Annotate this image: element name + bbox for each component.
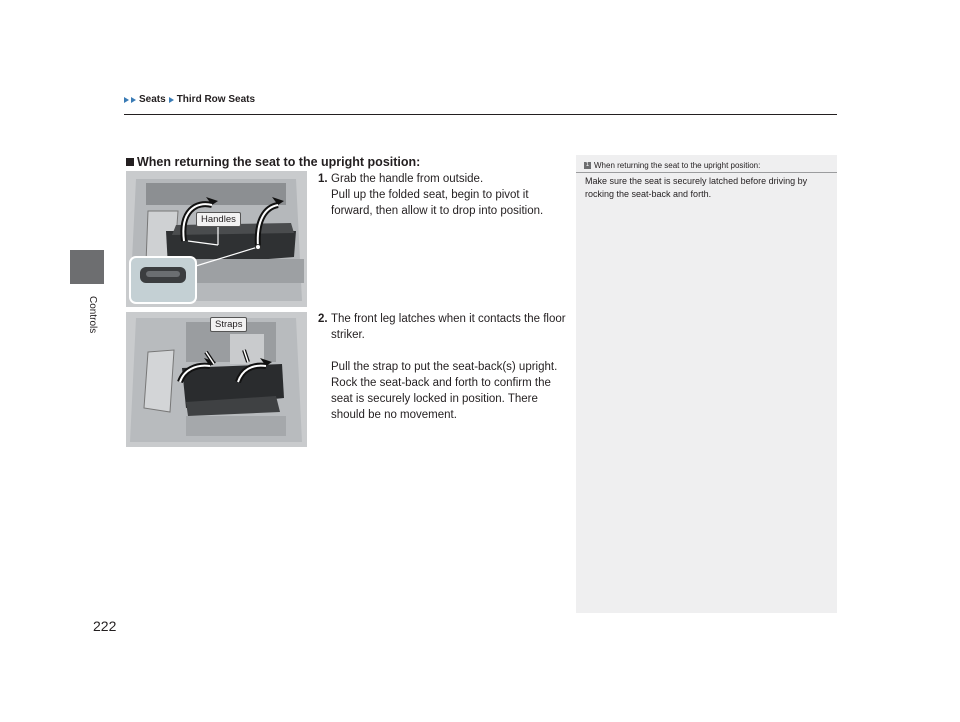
- note-box: [576, 155, 837, 613]
- triangle-icon: [124, 97, 129, 103]
- section-tab: [70, 250, 104, 284]
- square-bullet-icon: [126, 158, 134, 166]
- cargo-handles-illustration: [126, 171, 307, 307]
- note-text: Make sure the seat is securely latched before driving by rocking the seat-back and forth.: [585, 176, 808, 199]
- page-number: 222: [93, 618, 117, 634]
- handles-callout: Handles: [196, 212, 241, 227]
- note-badge: 1: [585, 162, 590, 168]
- note-divider: [576, 172, 837, 173]
- step-1: [318, 171, 568, 219]
- step-text: Pull the strap to put the seat-back(s) upright. Rock the seat-back and forth to confirm the seat is securely locked in position. There should be no movement.: [331, 361, 558, 421]
- header-rule: [124, 114, 837, 115]
- step-text: Pull up the folded seat, begin to pivot it forward, then allow it to drop into position.: [331, 189, 544, 217]
- straps-callout: Straps: [210, 317, 247, 332]
- breadcrumb: [124, 94, 255, 105]
- breadcrumb-third-row-seats[interactable]: Third Row Seats: [176, 94, 256, 105]
- note-title: 1 When returning the seat to the upright position:: [585, 161, 761, 170]
- step-text: The front leg latches when it contacts the floor striker.: [331, 313, 566, 341]
- step-number: 2.: [318, 313, 328, 325]
- breadcrumb-seats[interactable]: Seats: [139, 94, 166, 105]
- step-text: Grab the handle from outside.: [331, 173, 484, 185]
- section-tab-label: Controls: [87, 296, 98, 334]
- step-number: 1.: [318, 173, 328, 185]
- section-heading: When returning the seat to the upright position:: [126, 155, 420, 169]
- triangle-icon: [169, 97, 174, 103]
- triangle-icon: [131, 97, 136, 103]
- step-2: [318, 311, 568, 423]
- cargo-straps-illustration: [126, 312, 307, 447]
